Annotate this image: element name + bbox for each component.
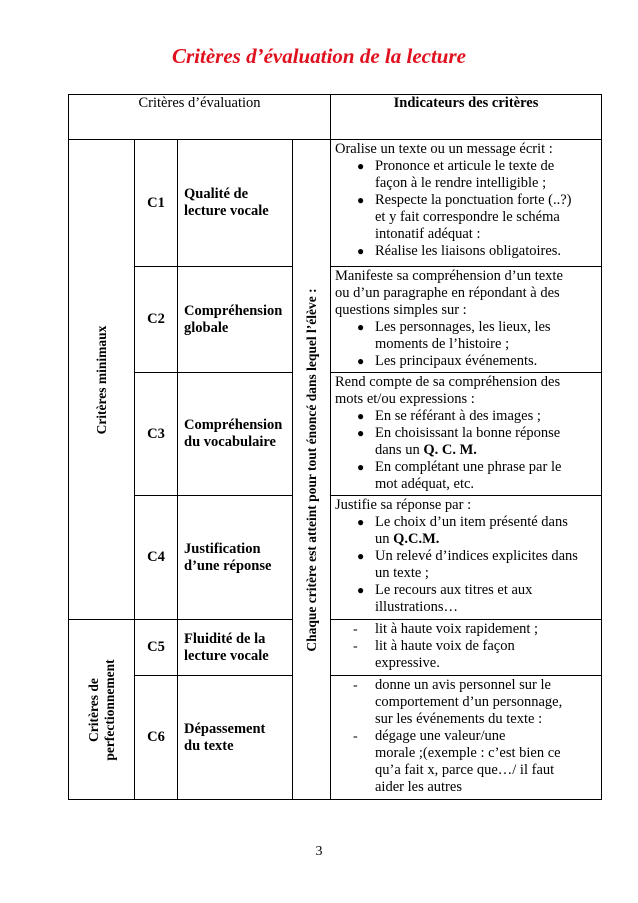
header-criteria: Critères d’évaluation <box>69 95 331 140</box>
table-row <box>69 496 602 620</box>
list-item: ● En se référant à des images ; <box>357 408 541 424</box>
group-label-perfectionnement: Critères de perfectionnement <box>85 658 117 761</box>
list-item: ● Le choix d’un item présenté dans un Q.C.M. <box>357 514 568 547</box>
criterion-indicators <box>331 620 602 676</box>
list-item: ● Respecte la ponctuation forte (..?) et y fait correspondre le schéma intonatif adéquat : <box>357 192 572 242</box>
criterion-name: Justification d’une réponse <box>178 496 293 620</box>
list-item: - lit à haute voix de façon expressive. <box>353 638 515 671</box>
list-item: ● En complétant une phrase par le mot adéquat, etc. <box>357 459 562 492</box>
list-item: - donne un avis personnel sur le comportement d’un personnage, sur les événements du texte : <box>353 677 563 727</box>
table-row <box>69 140 602 267</box>
list-item: ● Un relevé d’indices explicites dans un texte ; <box>357 548 578 581</box>
criteria-table <box>68 94 602 800</box>
criterion-indicators: Justifie sa réponse par : ● Le choix d’un item présenté dans un Q.C.M. ● Un relevé d’indices explicites dans un texte ; ● Le recours aux titres et aux illustrations… <box>331 496 602 620</box>
list-item: ● Réalise les liaisons obligatoires. <box>357 243 562 259</box>
criterion-code: C5 <box>135 620 178 676</box>
table-row <box>69 676 602 800</box>
list-item: - lit à haute voix rapidement ; <box>353 621 539 637</box>
criterion-indicators: Manifeste sa compréhension d’un texte ou d’un paragraphe en répondant à des questions simples sur : ● Les personnages, les lieux, les moments de l’histoire ; ● Les principaux événements. <box>331 267 602 373</box>
table-row <box>69 267 602 373</box>
list-item: ● Les principaux événements. <box>357 353 538 369</box>
table-header-row <box>69 95 602 140</box>
criterion-name: Fluidité de la lecture vocale <box>178 620 293 676</box>
table-row <box>69 620 602 676</box>
criterion-indicators: Oralise un texte ou un message écrit : ● Prononce et articule le texte de façon à le rendre intelligible ; ● Respecte la ponctuation forte (..?) et y fait correspondre le schéma intonatif adéquat : ● Réalise les liaisons obligatoires. <box>331 140 602 267</box>
criterion-name: Dépassement du texte <box>178 676 293 800</box>
criterion-code: C2 <box>135 267 178 373</box>
list-item: ● Le recours aux titres et aux illustrations… <box>357 582 533 615</box>
criterion-indicators <box>331 676 602 800</box>
header-indicators: Indicateurs des critères <box>331 95 602 140</box>
side-note-cell <box>293 140 331 800</box>
list-item: ● Les personnages, les lieux, les moments de l’histoire ; <box>357 319 551 352</box>
criterion-code: C6 <box>135 676 178 800</box>
group-label-minimaux: Critères minimaux <box>93 325 109 434</box>
criterion-name: Compréhension globale <box>178 267 293 373</box>
criterion-code: C4 <box>135 496 178 620</box>
page-title: Critères d’évaluation de la lecture <box>172 44 466 68</box>
list-item: ● Prononce et articule le texte de façon à le rendre intelligible ; <box>357 158 555 191</box>
criterion-name: Compréhension du vocabulaire <box>178 373 293 496</box>
page-number: 3 <box>315 844 323 859</box>
table-row <box>69 373 602 496</box>
criterion-code: C3 <box>135 373 178 496</box>
group-perfectionnement <box>69 620 135 800</box>
list-item: ● En choisissant la bonne réponse dans un Q. C. M. <box>357 425 561 458</box>
criterion-indicators: Rend compte de sa compréhension des mots et/ou expressions : ● En se référant à des images ; ● En choisissant la bonne réponse dans un Q. C. M. ● En complétant une phrase par le mot adéquat, etc. <box>331 373 602 496</box>
side-note: Chaque critère est atteint pour tout énoncé dans lequel l’élève : <box>303 287 319 652</box>
criterion-name: Qualité de lecture vocale <box>178 140 293 267</box>
group-minimaux <box>69 140 135 620</box>
list-item: - dégage une valeur/une morale ;(exemple : c’est bien ce qu’a fait x, parce que…/ il faut aider les autres <box>353 728 561 795</box>
criterion-code: C1 <box>135 140 178 267</box>
